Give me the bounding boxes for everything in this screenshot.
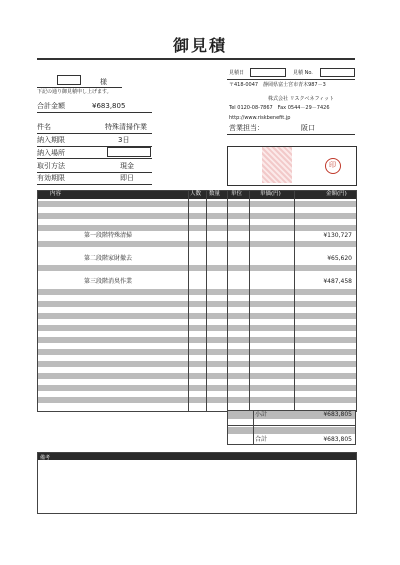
table-row-stripe <box>38 325 356 331</box>
total-amount-label: 合計金額 <box>37 102 65 110</box>
header-content: 内容 <box>50 191 62 197</box>
column-divider <box>188 191 189 411</box>
deadline-value: 3日 <box>118 136 130 144</box>
remarks-header <box>38 453 356 460</box>
title-underline <box>37 58 355 60</box>
header-unit: 単位 <box>231 191 243 197</box>
table-row-stripe <box>38 385 356 391</box>
table-row-stripe <box>38 265 356 271</box>
personal-seal-icon <box>325 158 341 174</box>
table-header <box>38 191 356 199</box>
column-divider <box>294 191 295 411</box>
payment-method-label: 取引方法 <box>37 162 65 170</box>
table-row-stripe <box>38 289 356 295</box>
table-row-stripe <box>38 225 356 231</box>
subject-label: 件名 <box>37 123 51 131</box>
sales-rep-label: 営業担当： <box>229 124 264 132</box>
item-amount-1: ¥130,727 <box>323 232 352 239</box>
quote-no-field[interactable] <box>320 68 355 77</box>
totals-column-divider <box>253 411 254 444</box>
table-row-stripe <box>38 313 356 319</box>
table-row-stripe <box>38 361 356 367</box>
subtotal-label: 小計 <box>255 411 268 418</box>
column-divider <box>206 191 207 411</box>
total-amount-underline <box>37 112 152 113</box>
company-address: 〒418-0047 静岡県富士宮市青木987－3 <box>229 82 326 88</box>
delivery-place-field[interactable] <box>107 147 151 157</box>
items-table <box>37 190 357 412</box>
totals-block <box>227 410 356 445</box>
table-row-stripe <box>38 373 356 379</box>
payment-method-underline <box>37 172 152 173</box>
grand-total-value: ¥683,805 <box>323 436 352 443</box>
table-row-stripe <box>38 213 356 219</box>
subject-value: 特殊清掃作業 <box>105 123 147 131</box>
quote-no-label: 見積 No. <box>293 70 313 76</box>
column-divider <box>227 191 228 411</box>
remarks-box[interactable] <box>37 452 357 514</box>
customer-name-underline <box>37 87 122 88</box>
subtotal-value: ¥683,805 <box>323 411 352 418</box>
subject-underline <box>37 133 152 134</box>
item-amount-2: ¥65,620 <box>327 255 352 262</box>
table-row-stripe <box>38 349 356 355</box>
sales-rep-value: 阪口 <box>301 124 315 132</box>
payment-method-value: 現金 <box>120 162 134 170</box>
company-url: http://www.riskbenefit.jp <box>229 115 291 121</box>
header-people: 人数 <box>190 191 202 197</box>
company-name: 株式会社 リスクベネフィット <box>268 96 335 102</box>
validity-label: 有効期限 <box>37 174 65 182</box>
table-row-stripe <box>38 397 356 403</box>
item-amount-3: ¥487,458 <box>323 278 352 285</box>
deadline-label: 納入期限 <box>37 136 65 144</box>
notice-text: 下記の通り御見積申し上げます。 <box>37 89 112 95</box>
remarks-label: 備考 <box>40 455 51 461</box>
personal-seal-char: 印 <box>329 161 336 169</box>
company-seal-icon <box>262 147 292 183</box>
total-amount-value: ¥683,805 <box>92 102 126 110</box>
tax-row <box>228 427 355 434</box>
totals-divider <box>228 425 355 426</box>
delivery-place-label: 納入場所 <box>37 149 65 157</box>
table-row-stripe <box>38 301 356 307</box>
table-row-stripe <box>38 241 356 247</box>
company-tel-fax: Tel 0120-08-7867 Fax 0544－29－7426 <box>229 105 330 111</box>
header-amount: 金額(円) <box>326 191 347 197</box>
honorific-label: 様 <box>100 78 107 86</box>
validity-underline <box>37 184 152 185</box>
sales-rep-underline <box>227 134 355 135</box>
column-divider <box>249 191 250 411</box>
customer-name-field[interactable] <box>57 75 81 85</box>
quote-meta-underline <box>227 79 355 80</box>
grand-total-label: 合計 <box>255 436 268 443</box>
table-row-stripe <box>38 337 356 343</box>
item-name-1: 第一段階特殊清掃 <box>84 232 133 239</box>
table-row-stripe <box>38 201 356 207</box>
quote-date-field[interactable] <box>250 68 286 77</box>
header-unit-price: 単価(円) <box>260 191 281 197</box>
quote-date-label: 見積日 <box>229 70 245 76</box>
page-title: 御見積 <box>172 36 227 55</box>
validity-value: 即日 <box>120 174 134 182</box>
header-quantity: 数量 <box>209 191 221 197</box>
item-name-2: 第二段階家財撤去 <box>84 255 133 262</box>
delivery-place-underline <box>37 158 152 159</box>
item-name-3: 第三段階消臭作業 <box>84 278 133 285</box>
